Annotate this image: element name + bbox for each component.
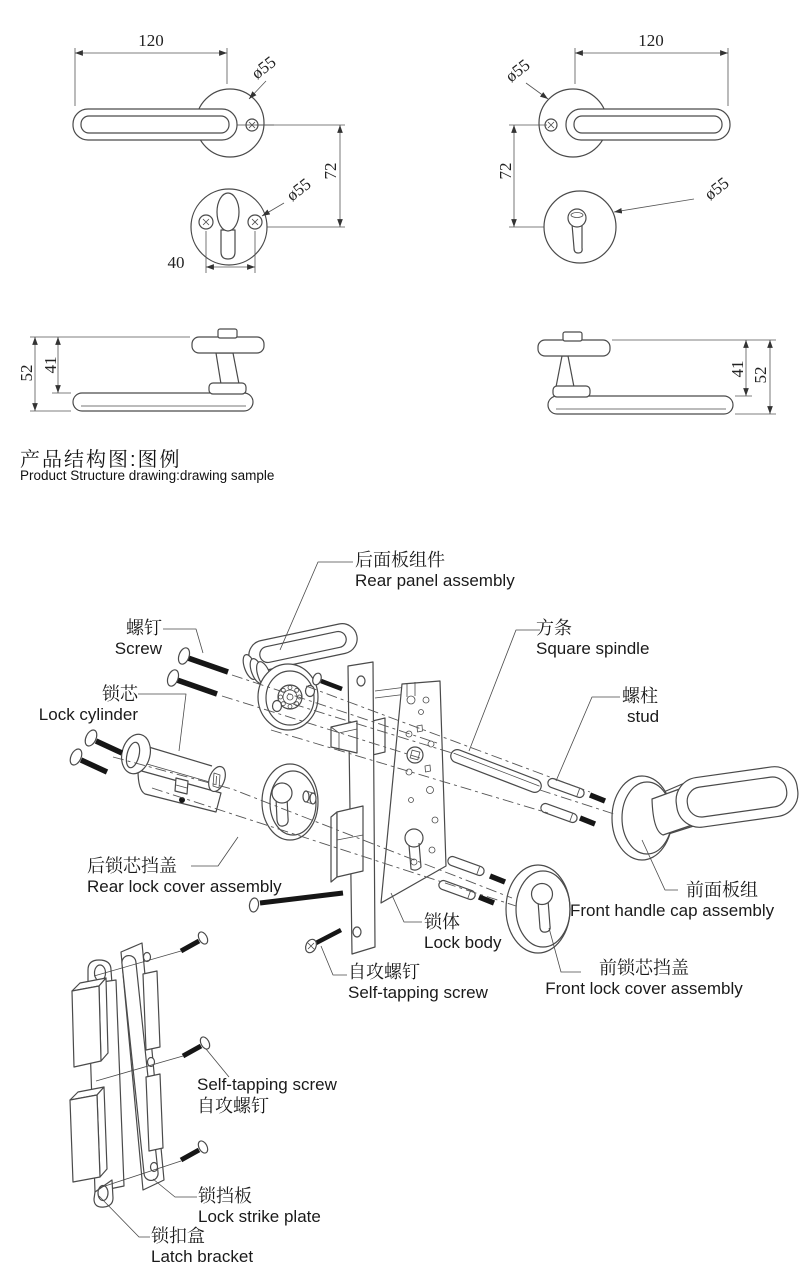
rear-panel-assembly-part: [240, 621, 360, 730]
label-lock-cylinder: 锁芯 Lock cylinder: [38, 684, 138, 724]
dim-rose-dia-right: ø55: [501, 55, 534, 86]
label-rear-panel-assembly: 后面板组件 Rear panel assembly: [355, 550, 515, 590]
dim-centre-distance-right: 72: [496, 162, 515, 180]
dim-escutcheon-dia-right: ø55: [700, 173, 733, 204]
label-front-handle-cap: 前面板组 Front handle cap assembly: [570, 880, 775, 920]
dim-side-inner-left: 41: [41, 356, 60, 374]
lock-cylinder-part: [68, 728, 229, 812]
dim-screw-spacing: 40: [167, 253, 185, 272]
front-view-right: [509, 48, 730, 263]
label-stud: 螺柱 stud: [622, 686, 660, 726]
label-latch-bracket: 锁扣盒 Latch bracket: [151, 1226, 254, 1266]
label-lock-body: 锁体 Lock body: [424, 912, 502, 952]
label-screw: 螺钉 Screw: [114, 618, 162, 658]
front-lock-cover-part: [506, 865, 570, 953]
front-handle-cap-part: [612, 764, 800, 860]
label-rear-lock-cover: 后锁芯挡盖 Rear lock cover assembly: [87, 856, 282, 896]
label-front-lock-cover: 前锁芯挡盖 Front lock cover assembly: [545, 958, 743, 998]
page-title-zh: 产品结构图:图例: [20, 449, 182, 471]
dim-escutcheon-dia-left: ø55: [282, 174, 315, 205]
label-lock-strike-plate: 锁挡板 Lock strike plate: [198, 1186, 321, 1226]
label-self-tapping-screw: 自攻螺钉 Self-tapping screw: [348, 962, 488, 1002]
dim-side-total-right: 52: [751, 366, 770, 384]
label-self-tapping-screw-2: Self-tapping screw 自攻螺钉: [197, 1075, 337, 1116]
latch-bracket-part: [70, 960, 124, 1207]
dim-lever-length-right: 120: [638, 31, 664, 50]
self-tapping-screw-parts: [249, 893, 343, 954]
dim-lever-length-left: 120: [138, 31, 164, 50]
page-title-en: Product Structure drawing:drawing sample: [20, 468, 275, 483]
side-view-left: [30, 329, 264, 411]
dim-side-total-left: 52: [17, 364, 36, 382]
front-view-left: [73, 48, 345, 273]
rear-lock-cover-part: [262, 764, 318, 840]
dim-rose-dia-left: ø55: [247, 52, 280, 83]
dim-centre-distance-left: 72: [321, 162, 340, 180]
dim-side-inner-right: 41: [728, 360, 747, 378]
label-square-spindle: 方条 Square spindle: [536, 618, 650, 658]
